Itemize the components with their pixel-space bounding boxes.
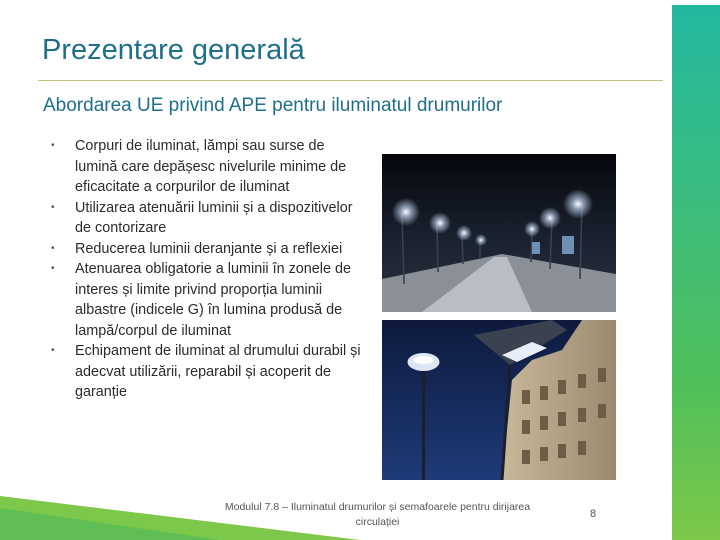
street-lamp-building-photo	[382, 320, 616, 480]
bullet-text: Corpuri de iluminat, lămpi sau surse de lumină care depășesc nivelurile minime de eficacitate a corpurilor de iluminat	[75, 138, 347, 195]
street-lights-night-road-photo	[382, 154, 616, 312]
slide-subtitle: Abordarea UE privind APE pentru iluminatul drumurilor	[43, 95, 503, 116]
bullet-text: Atenuarea obligatorie a luminii în zonele de interes și limite privind proporția luminii albastre (indicele G) în lumina produsă de lampă/corpul de iluminat	[75, 261, 352, 339]
bullet-dot: •	[51, 263, 55, 274]
bullet-text: Reducerea luminii deranjante și a reflexiei	[75, 240, 343, 257]
bullet-item	[45, 239, 370, 260]
title-divider	[38, 80, 663, 81]
bullet-dot: •	[51, 345, 55, 356]
slide-footer: Modulul 7.8 – Iluminatul drumurilor și semafoarele pentru dirijarea circulației	[224, 501, 531, 528]
bullet-list	[45, 136, 370, 403]
page-number: 8	[590, 508, 597, 520]
bullet-item	[45, 341, 370, 403]
bullet-dot: •	[51, 140, 55, 151]
bullet-dot: •	[51, 201, 55, 213]
bullet-text: Echipament de iluminat al drumului durabil și adecvat utilizării, reparabil și acoperit de garanție	[75, 343, 361, 400]
accent-bar-gap	[668, 5, 672, 540]
slide-title: Prezentare generală	[42, 34, 305, 66]
decorative-accent-bar	[672, 5, 720, 540]
bullet-item	[45, 198, 370, 239]
bullet-dot: •	[51, 242, 55, 254]
bullet-item	[45, 136, 370, 198]
bullet-text: Utilizarea atenuării luminii și a dispozitivelor de contorizare	[75, 199, 353, 236]
bullet-item	[45, 259, 370, 341]
